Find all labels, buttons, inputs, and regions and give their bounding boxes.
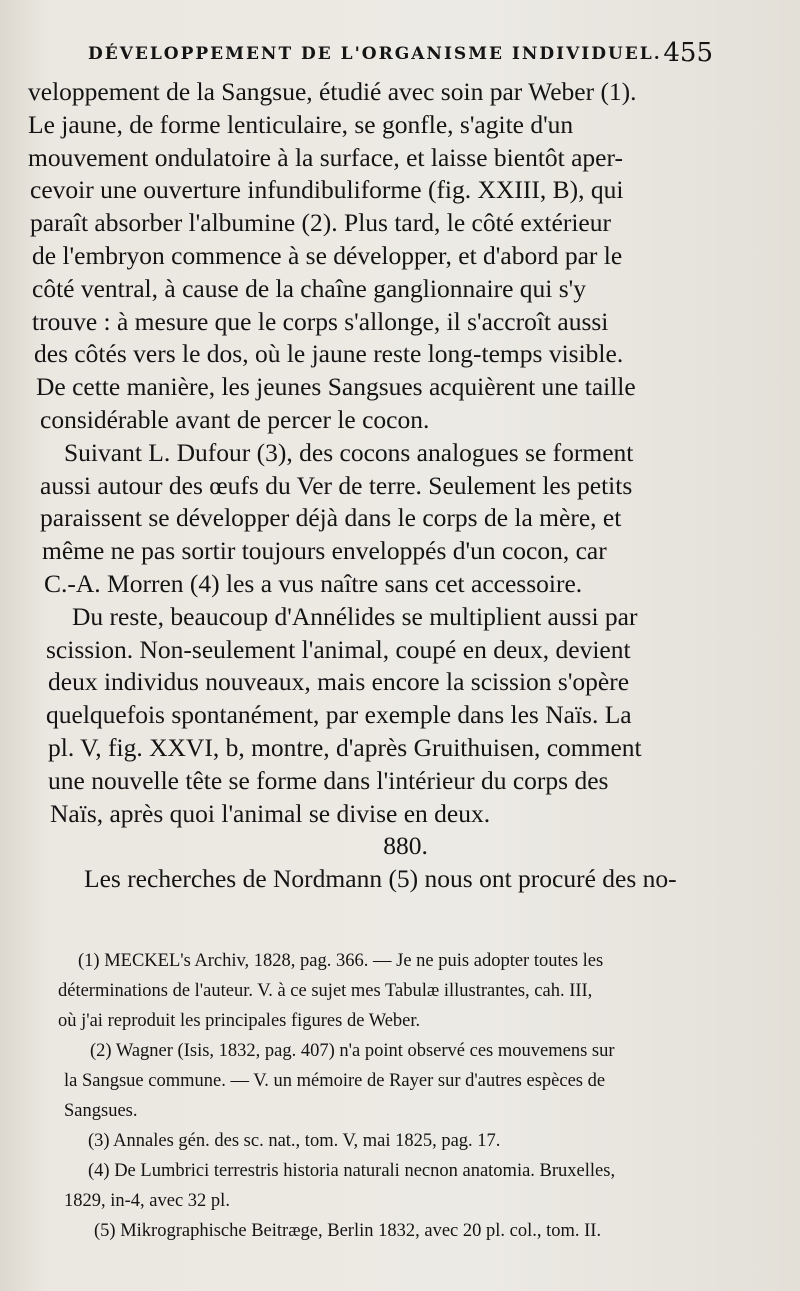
footnote-line: (5) Mikrographische Beitræge, Berlin 1832, avec 20 pl. col., tom. II.: [94, 1221, 602, 1241]
footnote: [58, 1036, 758, 1126]
text-line: trouve : à mesure que le corps s'allonge, il s'accroît aussi: [32, 306, 609, 336]
text-line: une nouvelle tête se forme dans l'intérieur du corps des: [48, 765, 609, 795]
text-line: C.-A. Morren (4) les a vus naître sans cet accessoire.: [44, 568, 583, 598]
text-line: considérable avant de percer le cocon.: [40, 404, 430, 434]
text-line: côté ventral, à cause de la chaîne ganglionnaire qui s'y: [32, 273, 587, 303]
main-text: [28, 76, 743, 896]
footnote: [58, 1216, 758, 1246]
text-line: paraît absorber l'albumine (2). Plus tard, le côté extérieur: [30, 208, 611, 238]
text-line: paraissent se développer déjà dans le corps de la mère, et: [40, 503, 622, 533]
footnote: [58, 946, 758, 1036]
text-line: veloppement de la Sangsue, étudié avec soin par Weber (1).: [28, 77, 637, 106]
text-line: aussi autour des œufs du Ver de terre. Seulement les petits: [40, 470, 633, 500]
text-line: Suivant L. Dufour (3), des cocons analogues se forment: [64, 437, 634, 467]
running-title: DÉVELOPPEMENT DE L'ORGANISME INDIVIDUEL.: [88, 44, 662, 64]
page-number: 455: [663, 38, 713, 68]
footnote-line: (2) Wagner (Isis, 1832, pag. 407) n'a point observé ces mouvemens sur: [90, 1041, 615, 1061]
text-line: Les recherches de Nordmann (5) nous ont procuré des no-: [84, 864, 677, 894]
footnote-line: 1829, in-4, avec 32 pl.: [64, 1191, 230, 1211]
footnote: [58, 1126, 758, 1156]
text-line: des côtés vers le dos, où le jaune reste long-temps visible.: [34, 339, 624, 369]
footnote-line: (1) MECKEL's Archiv, 1828, pag. 366. — Je ne puis adopter toutes les: [78, 951, 604, 971]
text-line: De cette manière, les jeunes Sangsues acquièrent une taille: [36, 372, 636, 402]
section-number: 880.: [383, 831, 428, 861]
text-line: Le jaune, de forme lenticulaire, se gonfle, s'agite d'un: [28, 109, 574, 139]
footnote-line: (4) De Lumbrici terrestris historia naturali necnon anatomia. Bruxelles,: [88, 1161, 616, 1181]
text-line: scission. Non-seulement l'animal, coupé en deux, devient: [46, 634, 631, 664]
text-line: mouvement ondulatoire à la surface, et laisse bientôt aper-: [28, 142, 623, 172]
text-line: quelquefois spontanément, par exemple dans les Naïs. La: [46, 700, 632, 730]
footnote-line: déterminations de l'auteur. V. à ce sujet mes Tabulæ illustrantes, cah. III,: [58, 981, 593, 1001]
text-line: Naïs, après quoi l'animal se divise en deux.: [50, 798, 491, 828]
footnotes: [58, 946, 758, 1246]
footnote-line: (3) Annales gén. des sc. nat., tom. V, mai 1825, pag. 17.: [88, 1131, 501, 1151]
footnote-line: la Sangsue commune. — V. un mémoire de Rayer sur d'autres espèces de: [64, 1071, 606, 1091]
text-line: pl. V, fig. XXVI, b, montre, d'après Gruithuisen, comment: [48, 732, 642, 762]
text-line: cevoir une ouverture infundibuliforme (fig. XXIII, B), qui: [30, 175, 624, 205]
footnote: [58, 1156, 758, 1216]
footnote-line: Sangsues.: [64, 1101, 138, 1121]
text-line: deux individus nouveaux, mais encore la scission s'opère: [48, 667, 630, 697]
text-line: Du reste, beaucoup d'Annélides se multiplient aussi par: [72, 601, 638, 631]
text-line: même ne pas sortir toujours enveloppés d'un cocon, car: [42, 536, 607, 566]
page-header: [88, 40, 713, 70]
footnote-line: où j'ai reproduit les principales figures de Weber.: [58, 1011, 421, 1031]
text-line: de l'embryon commence à se développer, et d'abord par le: [32, 240, 623, 270]
